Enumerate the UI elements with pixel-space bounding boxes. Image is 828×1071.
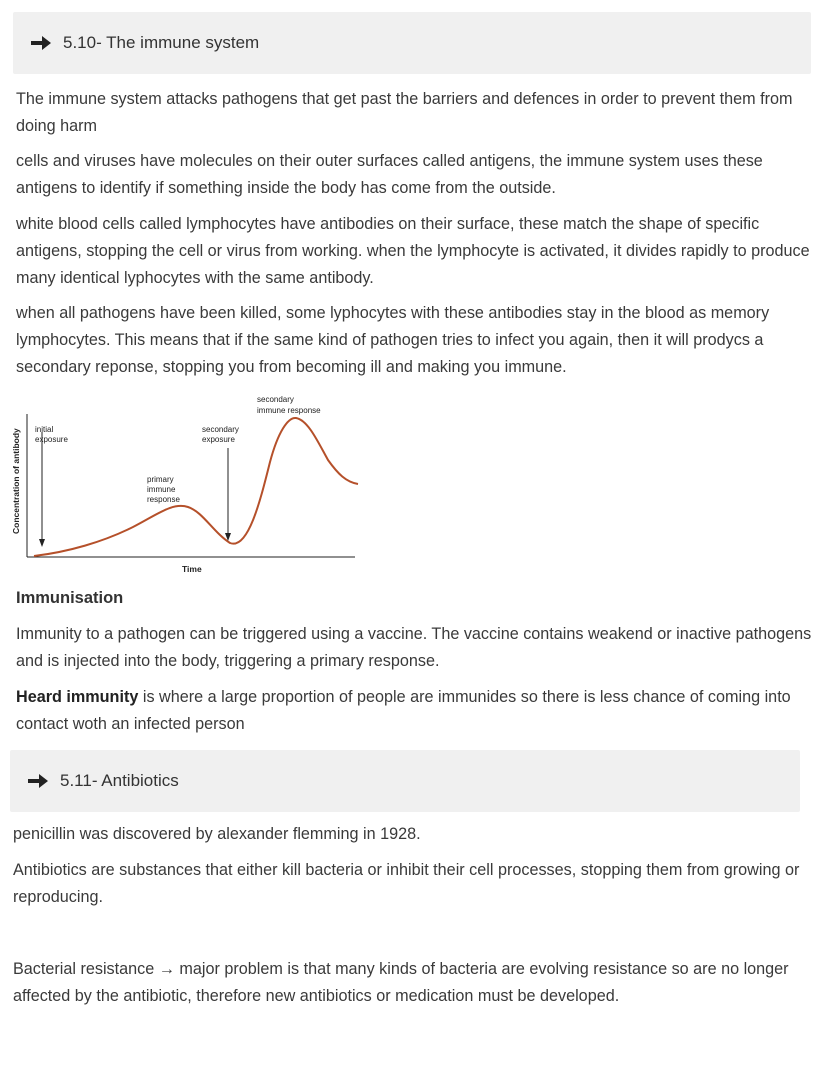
- section-title: 5.10- The immune system: [63, 33, 260, 52]
- herd-immunity-definition: is where a large proportion of people are immunides so there is less chance of coming into contact woth an infected person: [16, 688, 791, 733]
- arrowhead-icon: [39, 539, 45, 547]
- right-arrow-icon: [31, 35, 51, 51]
- paragraph: Bacterial resistance → major problem is that many kinds of bacteria are evolving resistance so are no longer affected by the antibiotic, therefore new antibiotics or medication must be developed.: [13, 960, 789, 1005]
- paragraph: Immunity to a pathogen can be triggered using a vaccine. The vaccine contains weakend or inactive pathogens and is injected into the body, triggering a primary response.: [16, 625, 812, 670]
- secondary-response-label: secondary: [257, 395, 294, 404]
- section-header-immune-system: [13, 12, 811, 74]
- paragraph: when all pathogens have been killed, some lyphocytes with these antibodies stay in the blood as memory lymphocytes. This means that if the same kind of pathogen tries to infect you again, then it will prodycs a secondary reponse, stopping you from becoming ill and making you immune.: [16, 304, 770, 376]
- antibody-curve: [34, 418, 358, 556]
- y-axis-label: Concentration of antibody: [11, 428, 21, 534]
- paragraph: [16, 684, 816, 738]
- primary-response-label: response: [147, 495, 180, 504]
- antibody-response-diagram: [8, 392, 368, 582]
- paragraph: The immune system attacks pathogens that get past the barriers and defences in order to prevent them from doing harm: [16, 90, 793, 135]
- primary-response-label: primary: [147, 475, 174, 484]
- paragraph: white blood cells called lymphocytes have antibodies on their surface, these match the shape of specific antigens, stopping the cell or virus from working. when the lymphocyte is activated, it divides rapidly to produce many identical lyphocytes with the same antibody.: [16, 215, 810, 287]
- initial-label: exposure: [35, 435, 68, 444]
- secondary-exposure-label: exposure: [202, 435, 235, 444]
- right-arrow-icon: [28, 773, 48, 789]
- herd-immunity-term: Heard immunity: [16, 688, 139, 706]
- x-axis-label: Time: [182, 564, 202, 574]
- paragraph: penicillin was discovered by alexander flemming in 1928.: [13, 825, 421, 843]
- paragraph: Antibiotics are substances that either kill bacteria or inhibit their cell processes, stopping them from growing or reproducing.: [13, 861, 800, 906]
- initial-label: initial: [35, 425, 54, 434]
- section-title: 5.11- Antibiotics: [60, 771, 179, 790]
- section-header-antibiotics: [10, 750, 800, 812]
- primary-response-label: immune: [147, 485, 176, 494]
- immunisation-heading: Immunisation: [16, 589, 124, 607]
- paragraph: cells and viruses have molecules on their outer surfaces called antigens, the immune system uses these antigens to identify if something inside the body has come from the outside.: [16, 152, 763, 197]
- secondary-exposure-label: secondary: [202, 425, 239, 434]
- secondary-response-label: immune response: [257, 406, 321, 415]
